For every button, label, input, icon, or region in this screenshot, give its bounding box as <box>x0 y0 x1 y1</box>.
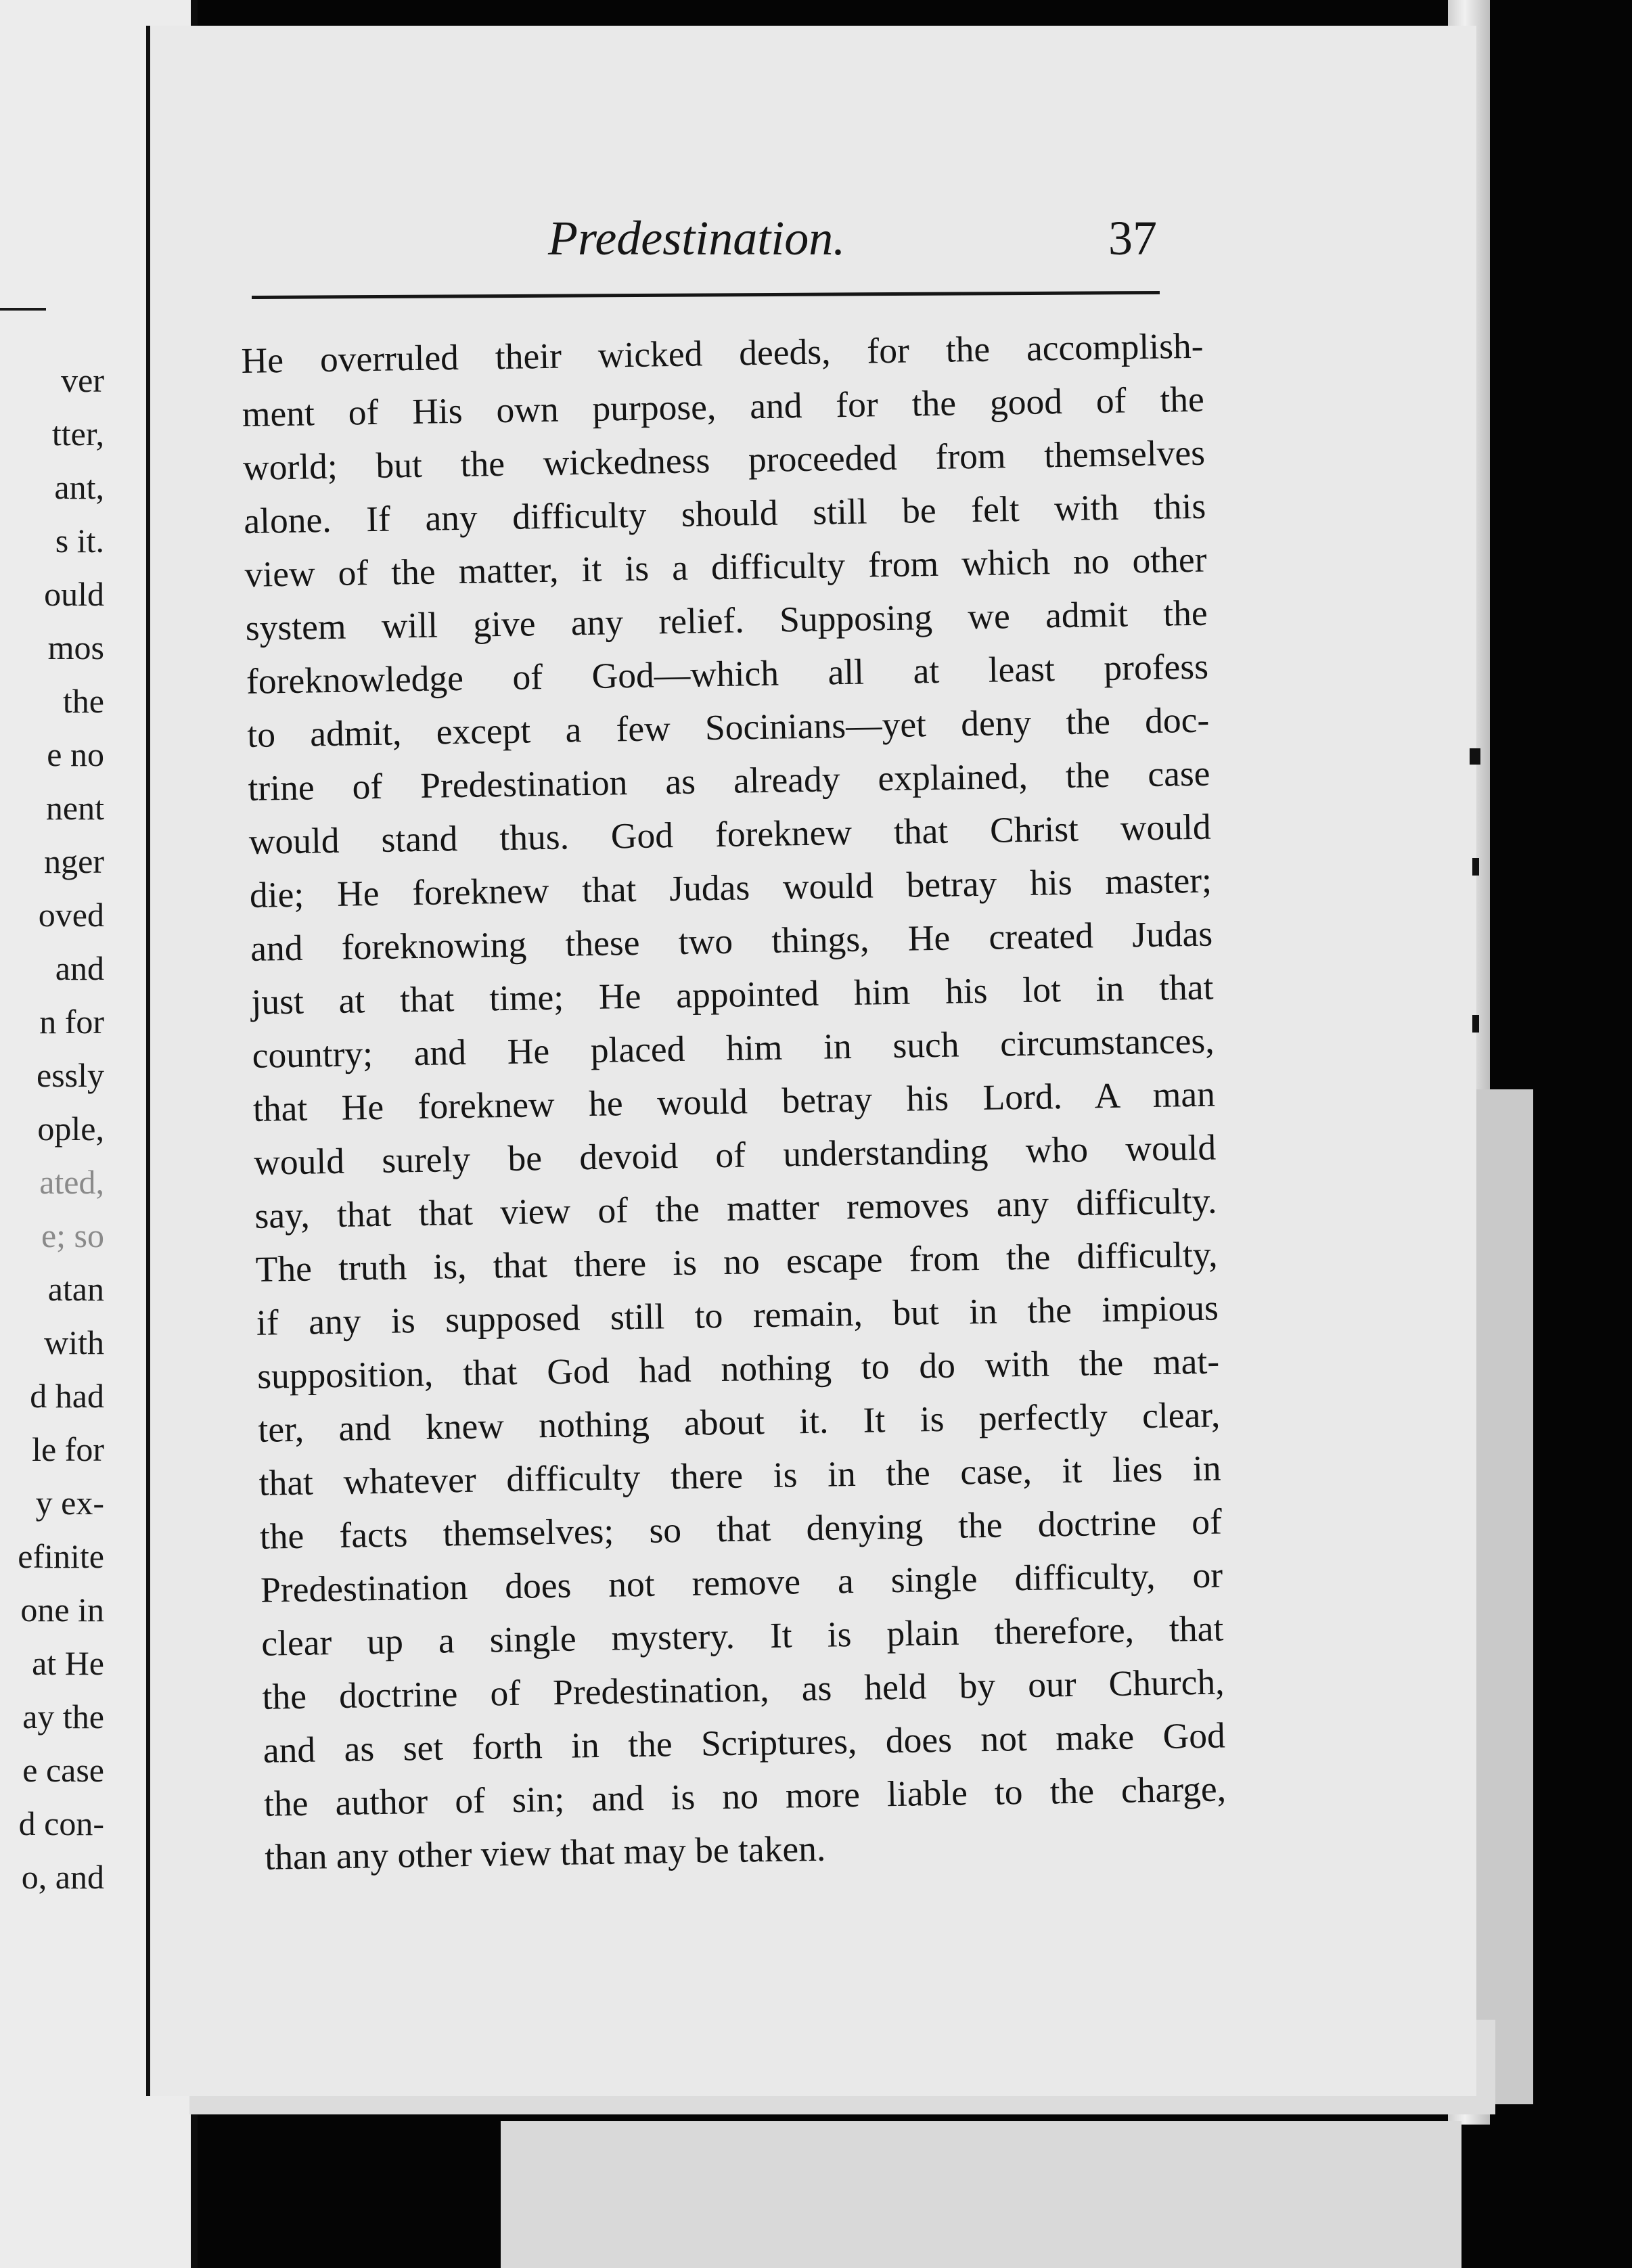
text-line: view of the matter, it is a difficulty from which no other <box>244 539 1207 595</box>
left-line: o, and <box>21 1858 104 1896</box>
left-line: one in <box>20 1591 104 1629</box>
left-line: with <box>44 1323 104 1361</box>
left-line: e case <box>22 1751 104 1789</box>
text-line: system will give any relief. Supposing we admit the <box>245 592 1208 648</box>
text-line: and as set forth in the Scriptures, does not make God <box>263 1715 1226 1771</box>
text-line: The truth is, that there is no escape from the difficulty, <box>255 1233 1219 1290</box>
left-line: tter, <box>51 415 104 453</box>
text-line: and foreknowing these two things, He created Judas <box>250 913 1213 969</box>
text-line: than any other view that may be taken. <box>264 1828 826 1878</box>
left-line: ver <box>61 361 104 399</box>
text-line: ter, and knew nothing about it. It is perfectly clear, <box>257 1394 1221 1450</box>
left-line: at He <box>32 1644 104 1682</box>
text-line: would surely be devoid of understanding who would <box>253 1127 1217 1183</box>
left-line: e; so <box>41 1217 104 1254</box>
left-line: atan <box>47 1270 104 1308</box>
text-line: die; He foreknew that Judas would betray his master; <box>249 859 1212 915</box>
text-line: Predestination does not remove a single difficulty, or <box>260 1554 1223 1610</box>
text-line: supposition, that God had nothing to do with the mat- <box>256 1340 1220 1397</box>
text-line: country; and He placed him in such circumstances, <box>252 1020 1215 1076</box>
left-line: le for <box>32 1430 104 1468</box>
left-line: mos <box>47 629 104 666</box>
text-line: to admit, except a few Socinians—yet deny the doc- <box>246 699 1210 755</box>
text-line: just at that time; He appointed him his lot in that <box>251 966 1214 1022</box>
text-line: foreknowledge of God—which all at least profess <box>246 645 1209 702</box>
left-line: d con- <box>18 1805 104 1842</box>
text-line: the facts themselves; so that denying the doctrine of <box>259 1501 1223 1557</box>
text-line: if any is supposed still to remain, but in the impious <box>256 1287 1219 1343</box>
left-line: essly <box>37 1056 104 1094</box>
text-line: that He foreknew he would betray his Lord. A man <box>252 1073 1216 1129</box>
edge-mark <box>1470 748 1480 765</box>
text-line: trine of Predestination as already explained, the case <box>248 752 1210 809</box>
left-line: ople, <box>37 1110 104 1148</box>
left-line: s it. <box>55 522 104 560</box>
page-title: Predestination. <box>548 211 846 265</box>
text-line: ment of His own purpose, and for the good of the <box>242 378 1205 434</box>
left-line: oved <box>38 896 104 934</box>
text-line: that whatever difficulty there is in the case, it lies in <box>258 1447 1221 1503</box>
body-text <box>241 319 1227 1884</box>
edge-mark <box>1472 1015 1479 1033</box>
left-line: ated, <box>39 1163 104 1201</box>
left-page-head-rule <box>0 308 46 311</box>
left-line: ant, <box>54 468 104 506</box>
left-line: the <box>62 682 104 720</box>
edge-mark <box>1472 858 1479 876</box>
text-line: the author of sin; and is no more liable to the charge, <box>263 1768 1227 1824</box>
text-line: world; but the wickedness proceeded from themselves <box>242 432 1206 488</box>
left-line: efinite <box>18 1537 104 1575</box>
text-line: would stand thus. God foreknew that Christ would <box>248 806 1212 862</box>
left-line: and <box>55 949 104 987</box>
left-line: nent <box>45 789 104 827</box>
left-line: ould <box>44 575 104 613</box>
text-line: alone. If any difficulty should still be felt with this <box>243 485 1206 541</box>
left-line: n for <box>39 1003 104 1041</box>
text-line: say, that that view of the matter removes any difficulty. <box>254 1180 1217 1236</box>
left-line: e no <box>47 735 104 773</box>
left-line: nger <box>44 842 104 880</box>
text-line: He overruled their wicked deeds, for the accomplish- <box>241 325 1204 381</box>
left-line: y ex- <box>35 1484 104 1522</box>
page-edge-tab <box>1475 1089 1533 2104</box>
running-head <box>548 204 1157 272</box>
text-line: clear up a single mystery. It is plain therefore, that <box>260 1608 1224 1664</box>
left-page-text <box>0 354 104 1904</box>
page-number: 37 <box>1108 211 1157 265</box>
bottom-page-strip <box>501 2121 1461 2268</box>
left-line: ay the <box>22 1698 104 1736</box>
text-line: the doctrine of Predestination, as held by our Church, <box>262 1661 1225 1717</box>
left-line: d had <box>30 1377 104 1415</box>
